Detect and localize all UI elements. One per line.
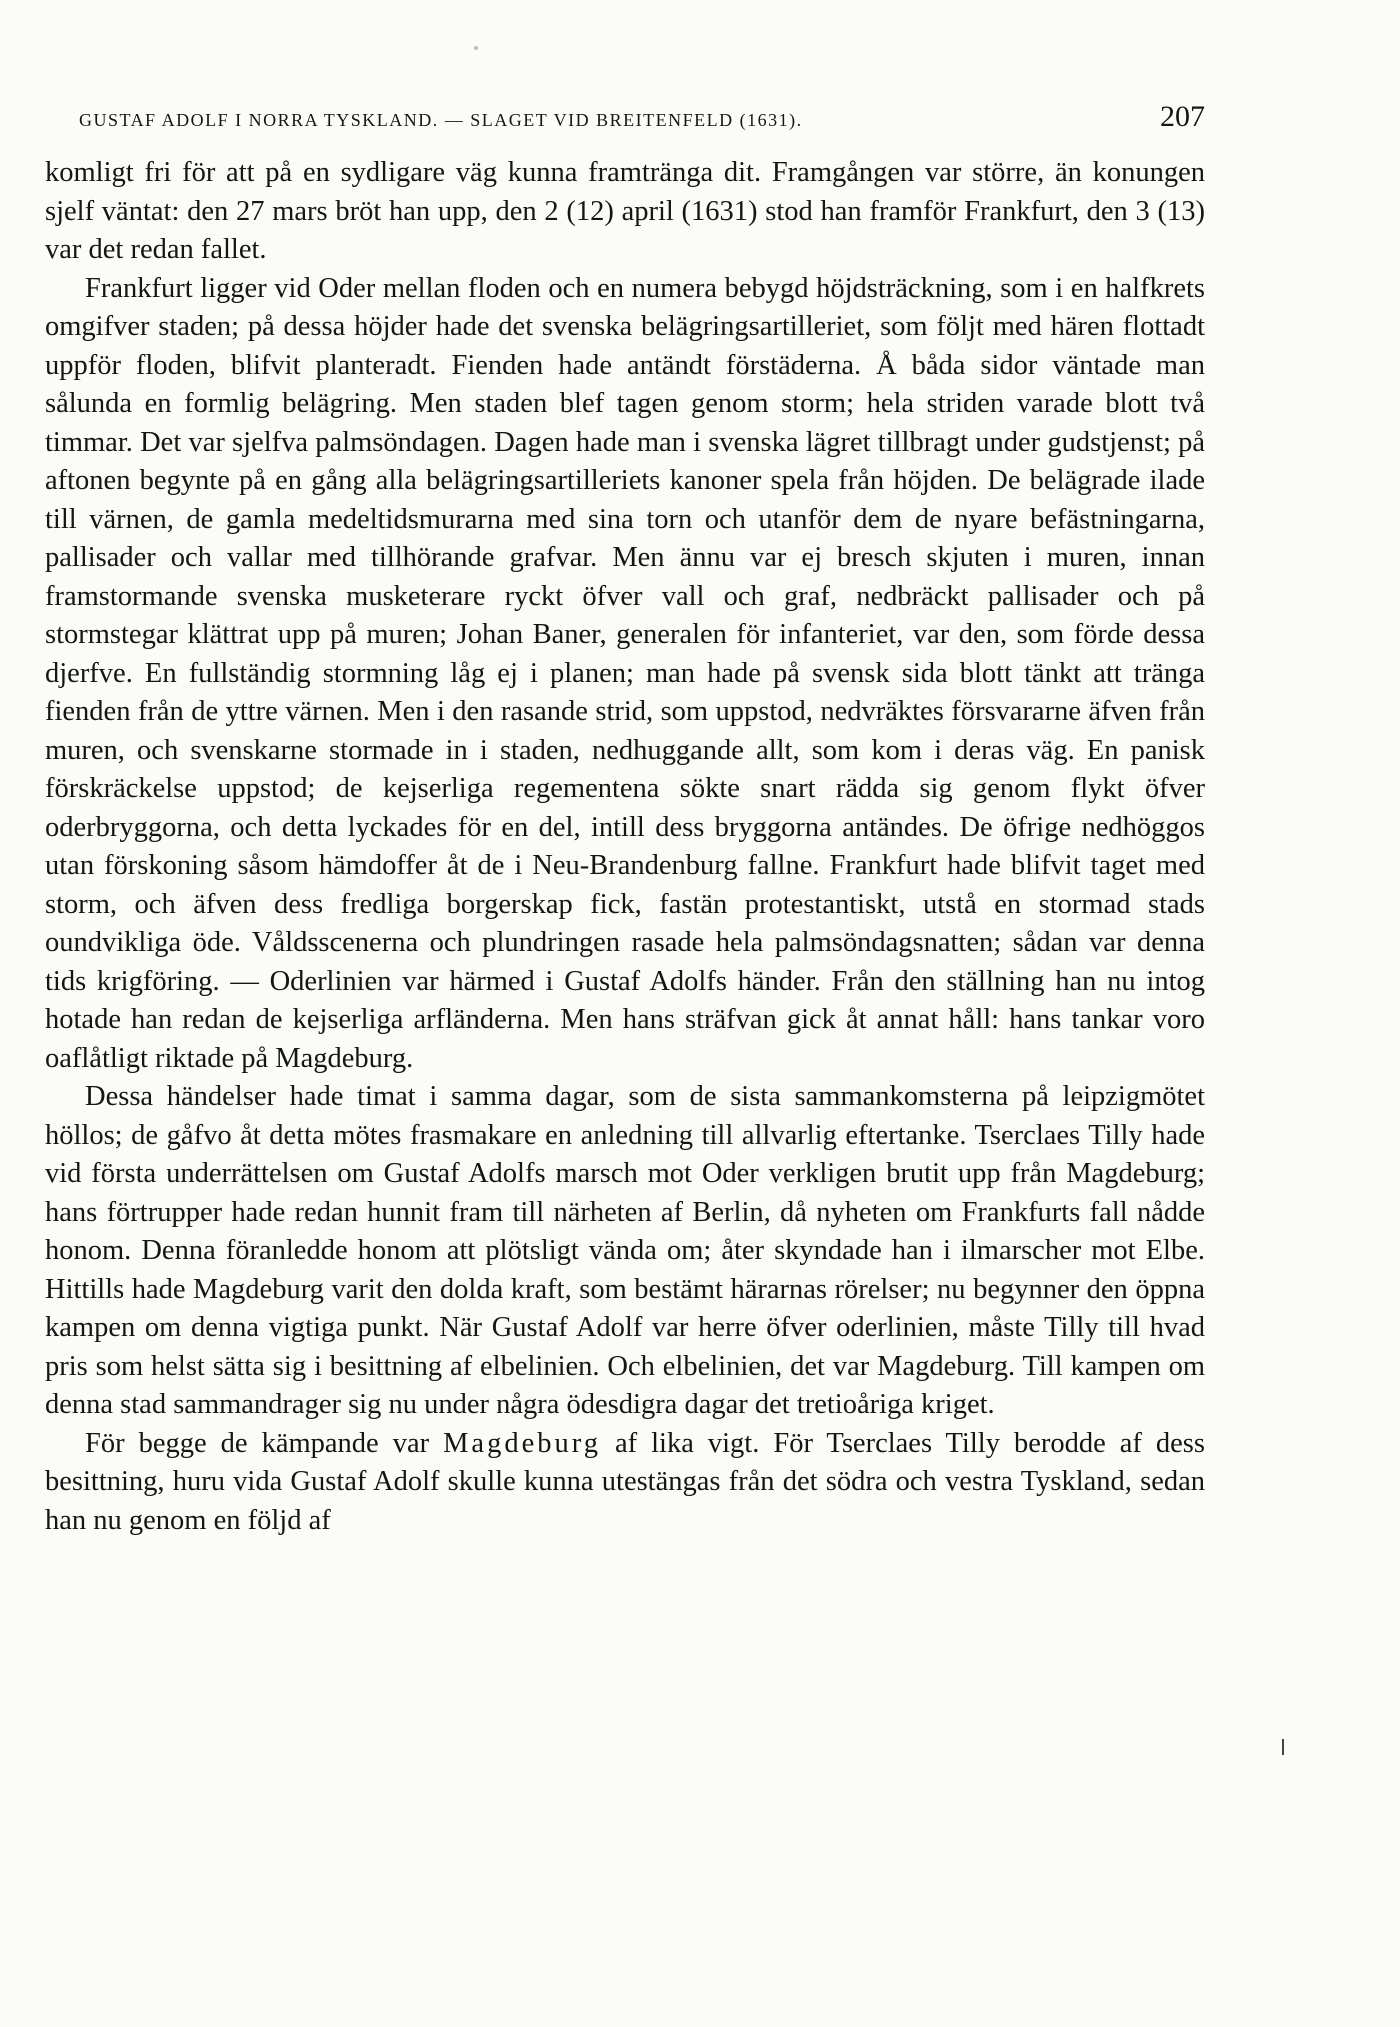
margin-mark [1282,1739,1284,1755]
running-header [45,100,1205,144]
paragraph-frankfurt: Frankfurt ligger vid Oder mellan floden och en numera bebygd höjdsträckning, som i en halfkrets omgifver staden; på dessa höjder hade det svenska belägringsartilleriet, som följt med hären flottadt uppför floden, blifvit planteradt. Fienden hade antändt förstäderna. Å båda sidor väntade man sålunda en formlig belägring. Men staden blef tagen genom storm; hela striden varade blott två timmar. Det var sjelfva palmsöndagen. Dagen hade man i svenska lägret tillbragt under gudstjenst; på aftonen begynte på en gång alla belägringsartilleriets kanoner spela från höjden. De belägrade ilade till värnen, de gamla medeltidsmurarna med sina torn och utanför dem de nyare befästningarna, pallisader och vallar med tillhörande grafvar. Men ännu var ej bresch skjuten i muren, innan framstormande svenska musketerare ryckt öfver vall och graf, nedbräckt pallisader och på stormstegar klättrat upp på muren; Johan Baner, generalen för infanteriet, var den, som förde dessa djerfve. En fullständig stormning låg ej i planen; man hade på svensk sida blott tänkt att tränga fienden från de yttre värnen. Men i den rasande strid, som uppstod, nedvräktes försvararne äfven från muren, och svenskarne stormade in i staden, nedhuggande allt, som kom i deras väg. En panisk förskräckelse uppstod; de kejserliga regementena sökte snart rädda sig genom flykt öfver oderbryggorna, och detta lyckades för en del, intill dess bryggorna antändes. De öfrige nedhöggos utan förskoning såsom hämdoffer åt de i Neu-Brandenburg fallne. Frankfurt hade blifvit taget med storm, och äfven dess fredliga borgerskap fick, fastän protestantiskt, utstå en stormad stads oundvikliga öde. Våldsscenerna och plundringen rasade hela palmsöndagsnatten; sådan var denna tids krigföring. — Oderlinien var härmed i Gustaf Adolfs händer. Från den ställning han nu intog hotade han redan de kejserliga arfländerna. Men hans sträfvan gick åt annat håll: hans tankar voro oaflåtligt riktade på Magdeburg. [45,272,1205,1074]
spaced-word-magdeburg: Magdeburg [443,1427,601,1459]
paragraph-magdeburg-start: För begge de kämpande var [85,1427,444,1459]
paragraph-magdeburg [45,1425,1205,1541]
book-page [45,100,1205,1540]
running-title: GUSTAF ADOLF I NORRA TYSKLAND. — SLAGET VID BREITENFELD (1631). [79,110,803,130]
page-number: 207 [1160,100,1205,133]
paragraph-magdeburg-end: af lika vigt. För Tserclaes Tilly berodde af dess besittning, huru vida Gustaf Adolf skulle kunna utestängas från det södra och vestra Tyskland, sedan han nu genom en följd af [45,1427,1205,1536]
scan-speck [474,46,478,50]
body-text [45,154,1205,1540]
paragraph-leipzig: Dessa händelser hade timat i samma dagar, som de sista sammankomsterna på leipzigmötet höllos; de gåfvo åt detta mötes frasmakare en anledning till allvarlig eftertanke. Tserclaes Tilly hade vid första underrättelsen om Gustaf Adolfs marsch mot Oder verkligen brutit upp från Magdeburg; hans förtrupper hade redan hunnit fram till närheten af Berlin, då nyheten om Frankfurts fall nådde honom. Denna föranledde honom att plötsligt vända om; åter skyndade han i ilmarscher mot Elbe. Hittills hade Magdeburg varit den dolda kraft, som bestämt härarnas rörelser; nu begynner den öppna kampen om denna vigtiga punkt. När Gustaf Adolf var herre öfver oderlinien, måste Tilly till hvad pris som helst sätta sig i besittning af elbelinien. Och elbelinien, det var Magdeburg. Till kampen om denna stad sammandrager sig nu under några ödesdigra dagar det tretioåriga kriget. [45,1081,1205,1420]
paragraph-continuation: komligt fri för att på en sydligare väg kunna framtränga dit. Framgången var större, än konungen sjelf väntat: den 27 mars bröt han upp, den 2 (12) april (1631) stod han framför Frankfurt, den 3 (13) var det redan fallet. [45,157,1205,265]
